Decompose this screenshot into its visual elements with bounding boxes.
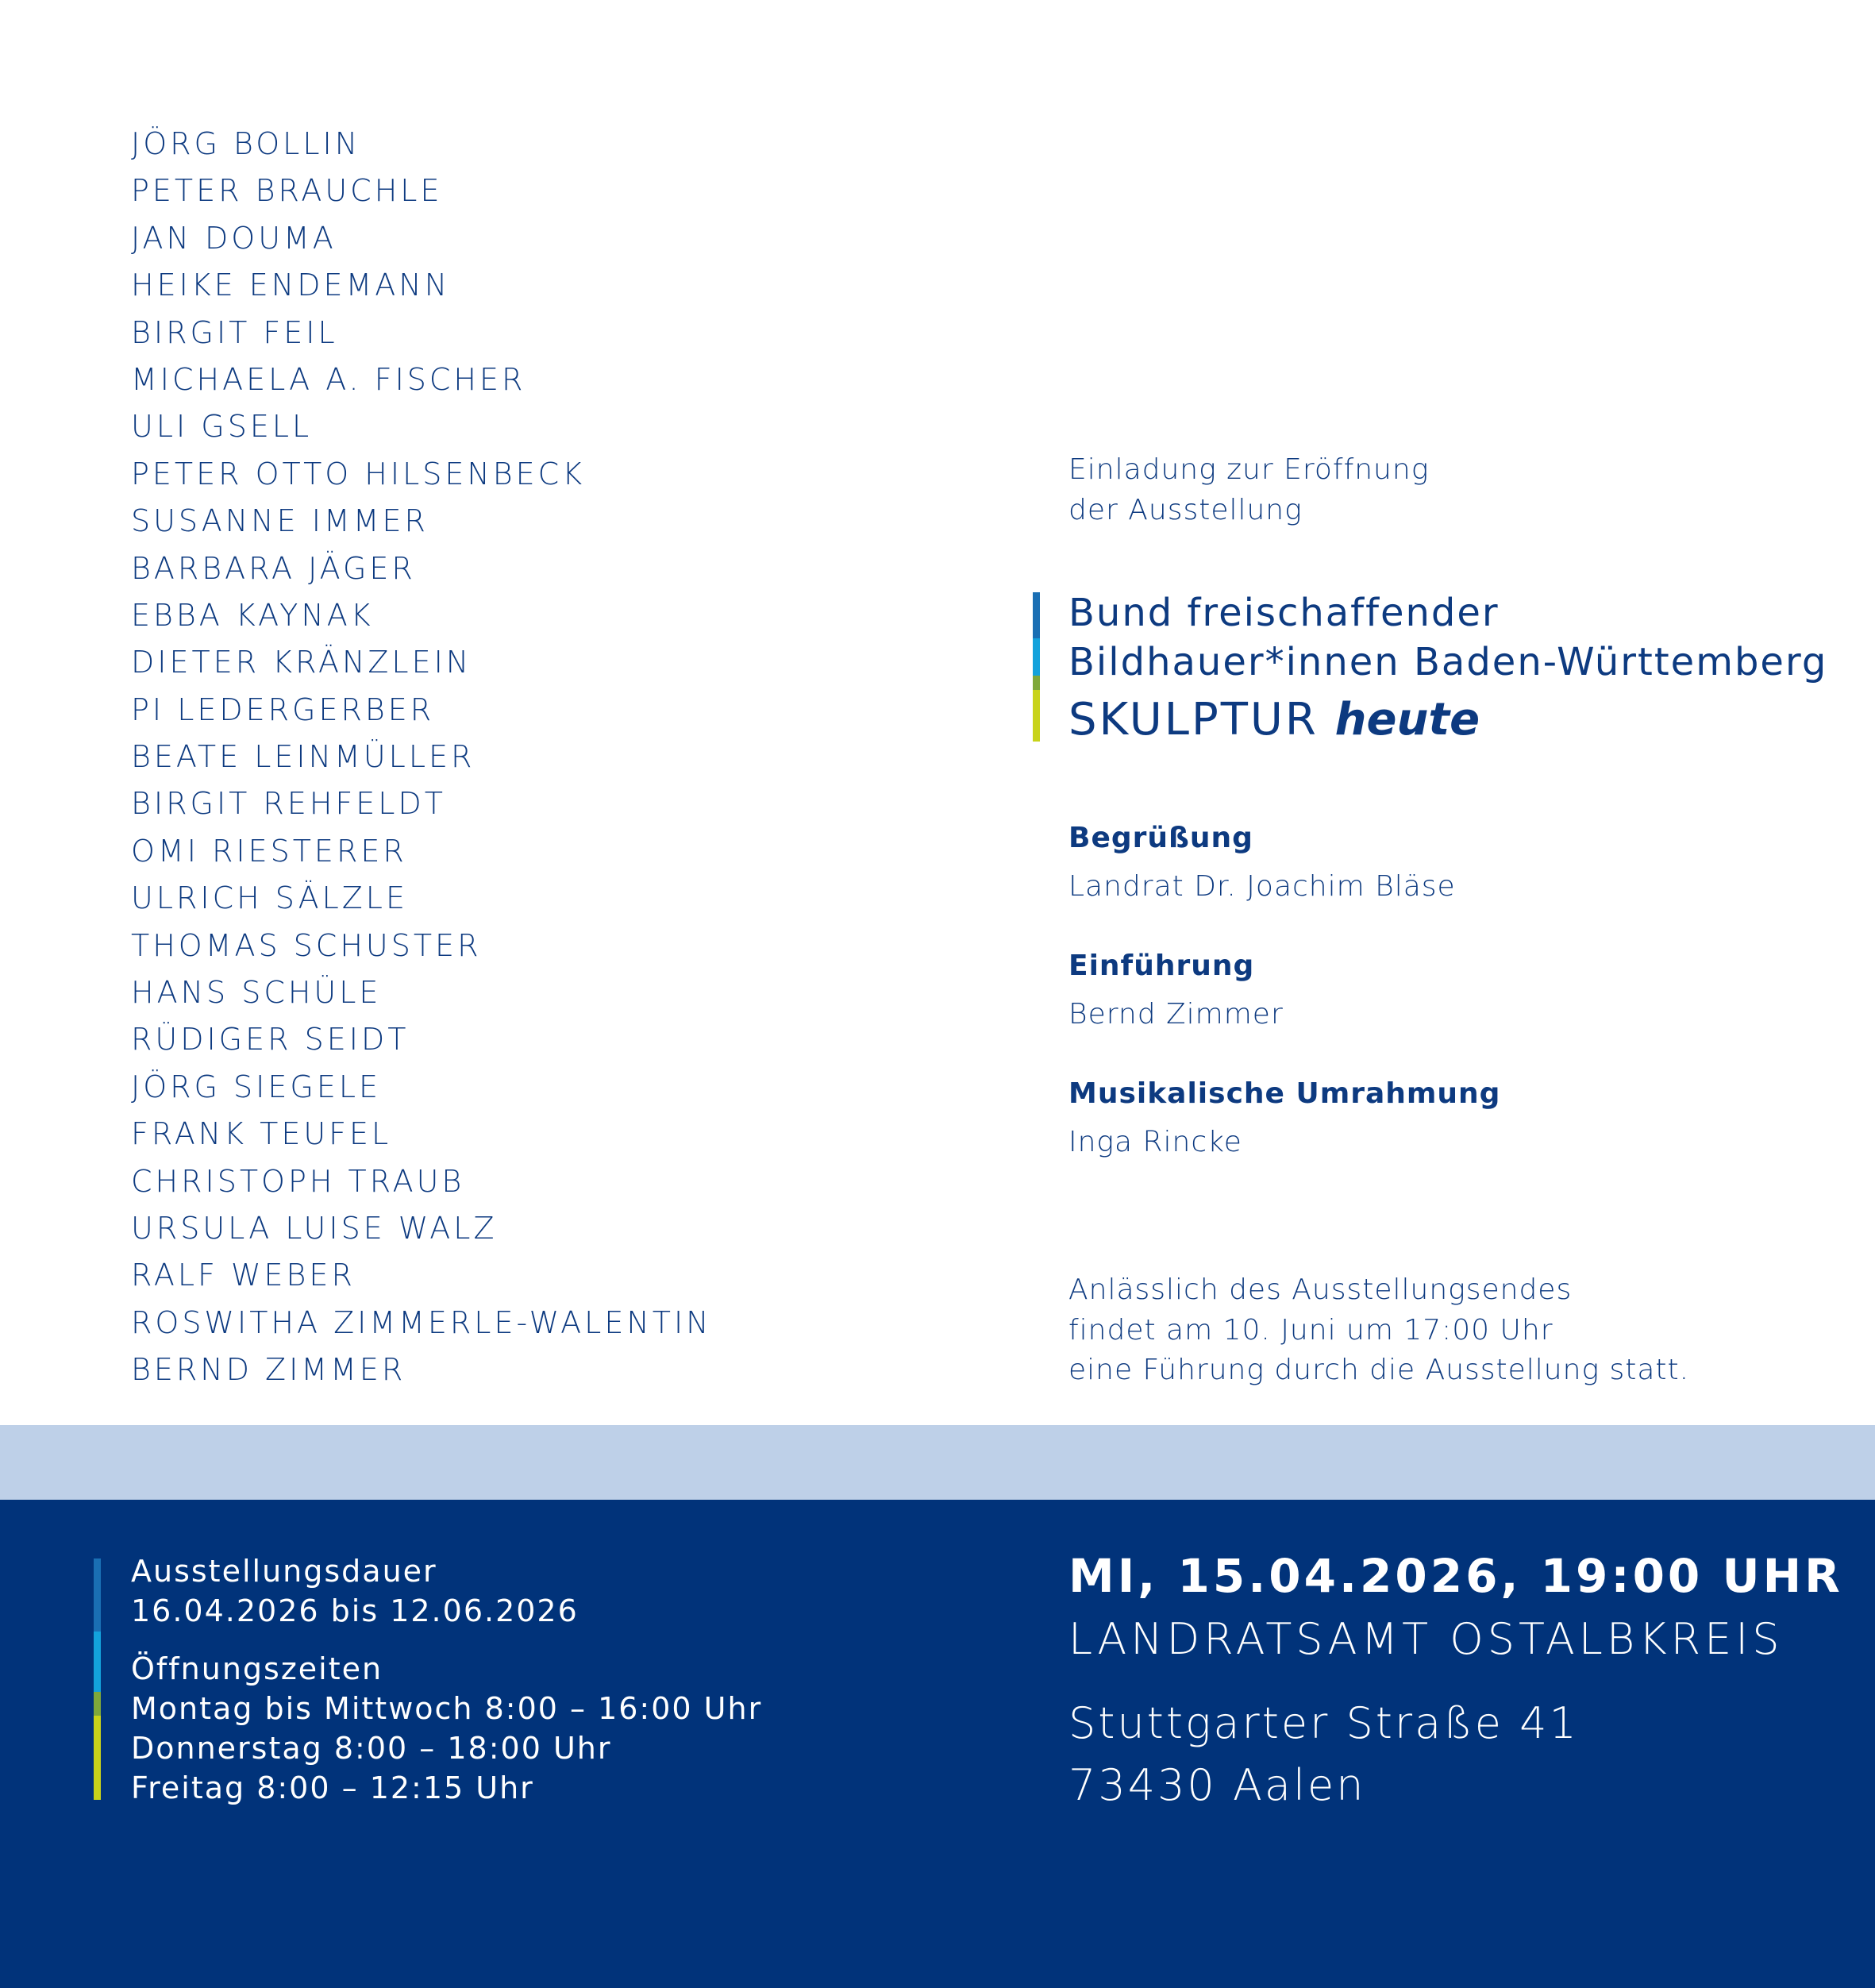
artist-name: MICHAELA A. FISCHER	[131, 361, 526, 397]
program-heading: Einführung	[1068, 950, 1255, 982]
address-street: Stuttgarter Straße 41	[1068, 1698, 1579, 1748]
program-person: Landrat Dr. Joachim Bläse	[1068, 870, 1456, 903]
accent-bar-segment	[94, 1716, 101, 1800]
artist-name: ROSWITHA ZIMMERLE-WALENTIN	[131, 1304, 712, 1340]
note-line: findet am 10. Juni um 17:00 Uhr	[1068, 1313, 1554, 1347]
artist-name: RÜDIGER SEIDT	[131, 1022, 410, 1058]
hours-label: Öffnungszeiten	[131, 1651, 383, 1686]
accent-bar-segment	[1033, 690, 1040, 742]
artist-name: JÖRG BOLLIN	[131, 126, 361, 161]
accent-bar-segment	[94, 1632, 101, 1692]
artist-name: JÖRG SIEGELE	[131, 1069, 382, 1104]
invitation-line: Einladung zur Eröffnung	[1068, 453, 1430, 486]
artist-name: DIETER KRÄNZLEIN	[131, 645, 472, 680]
organizer-line: Bildhauer*innen Baden-Württemberg	[1068, 640, 1828, 684]
event-address	[1068, 1693, 1579, 1817]
exhibition-duration	[131, 1551, 579, 1631]
accent-bar-segment	[94, 1558, 101, 1632]
artist-name: JAN DOUMA	[131, 220, 337, 256]
artist-name: PETER BRAUCHLE	[131, 173, 443, 209]
note-line: Anlässlich des Ausstellungsendes	[1068, 1273, 1573, 1306]
artist-name: PETER OTTO HILSENBECK	[131, 456, 586, 491]
accent-bar-segment	[1033, 676, 1040, 690]
artist-name: HEIKE ENDEMANN	[131, 268, 451, 303]
artist-name: FRANK TEUFEL	[131, 1116, 392, 1152]
duration-label: Ausstellungsdauer	[131, 1554, 437, 1589]
hours-line: Freitag 8:00 – 12:15 Uhr	[131, 1770, 534, 1805]
program-item	[1068, 819, 1456, 907]
divider-band	[0, 1425, 1875, 1500]
address-city: 73430 Aalen	[1068, 1760, 1366, 1810]
event-datetime: MI, 15.04.2026, 19:00 UHR	[1068, 1549, 1843, 1603]
artist-name: RALF WEBER	[131, 1258, 356, 1293]
program-item	[1068, 946, 1284, 1034]
invitation-text	[1068, 449, 1429, 530]
artist-name: ULRICH SÄLZLE	[131, 880, 408, 916]
artist-name: URSULA LUISE WALZ	[131, 1210, 498, 1246]
artist-name: BIRGIT FEIL	[131, 314, 338, 350]
artist-name: PI LEDERGERBER	[131, 692, 435, 727]
note-line: eine Führung durch die Ausstellung statt.	[1068, 1354, 1690, 1386]
invitation-line: der Ausstellung	[1068, 494, 1303, 526]
hours-line: Montag bis Mittwoch 8:00 – 16:00 Uhr	[131, 1691, 763, 1726]
artist-list	[131, 121, 712, 1394]
artist-name: CHRISTOPH TRAUB	[131, 1163, 465, 1199]
artist-name: ULI GSELL	[131, 409, 313, 445]
artist-name: OMI RIESTERER	[131, 833, 407, 869]
program-item	[1068, 1074, 1500, 1162]
organizer-name	[1068, 588, 1827, 687]
organizer-line: Bund freischaffender	[1068, 591, 1500, 635]
program-heading: Musikalische Umrahmung	[1068, 1077, 1501, 1110]
program-heading: Begrüßung	[1068, 822, 1253, 854]
accent-bar-segment	[1033, 638, 1040, 676]
program-person: Bernd Zimmer	[1068, 998, 1284, 1031]
duration-value: 16.04.2026 bis 12.06.2026	[131, 1593, 579, 1628]
program-person: Inga Rincke	[1068, 1126, 1242, 1158]
title-main: SKULPTUR	[1068, 694, 1319, 746]
title-emphasis: heute	[1334, 694, 1480, 746]
event-venue: LANDRATSAMT OSTALBKREIS	[1068, 1614, 1784, 1664]
artist-name: THOMAS SCHUSTER	[131, 927, 482, 963]
artist-name: BIRGIT REHFELDT	[131, 786, 446, 822]
hours-line: Donnerstag 8:00 – 18:00 Uhr	[131, 1731, 612, 1766]
artist-name: SUSANNE IMMER	[131, 503, 429, 539]
artist-name: BARBARA JÄGER	[131, 550, 416, 586]
opening-hours	[131, 1649, 762, 1808]
exhibition-title	[1068, 692, 1480, 748]
accent-bar-segment	[94, 1692, 101, 1716]
artist-name: HANS SCHÜLE	[131, 975, 382, 1011]
closing-note	[1068, 1270, 1689, 1391]
accent-bar-segment	[1033, 592, 1040, 638]
artist-name: BERND ZIMMER	[131, 1352, 406, 1388]
artist-name: EBBA KAYNAK	[131, 597, 374, 633]
artist-name: BEATE LEINMÜLLER	[131, 739, 475, 775]
